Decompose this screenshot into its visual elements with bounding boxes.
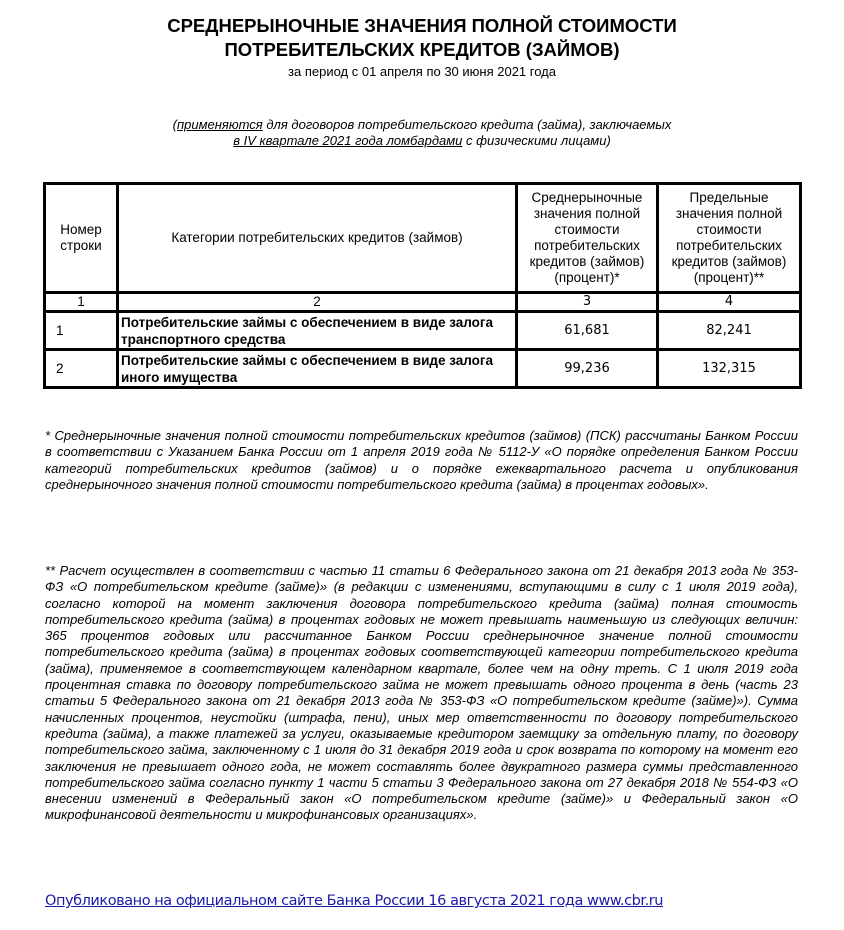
row-number: 2 <box>45 350 118 388</box>
row-average-value: 61,681 <box>517 312 658 350</box>
applied-word: применяются <box>176 117 263 132</box>
footnote-limit-psk: ** Расчет осуществлен в соответствии с частью 11 статьи 6 Федерального закона от 21 декабря 2013 года № 353-ФЗ «О потребительском кредите (займе)» (в редакции с изменениями, вступающими в силу с 1 июля 2019 года), согласно которой на момент заключения договора потребительского кредита (займа) полная стоимость потребительского кредита (займа) в процентах годовых не может превышать наименьшую из следующих величин: 365 процентов годовых или рассчитанное Банком России среднерыночное значение полной стоимости потребительского кредита (займа) в процентах годовых соответствующей категории потребительского кредита (займа), применяемое в соответствующем календарном квартале, более чем на одну треть. С 1 июля 2019 года процентная ставка по договору потребительского займа не может превышать одного процента в день (часть 23 статьи 5 Федерального закона от 21 декабря 2013 года № 353-ФЗ «О потребительском кредите (займе)»). Сумма начисленных процентов, неустойки (штрафа, пени), иных мер ответственности по договору потребительского кредита (займа), а также платежей за услуги, оказываемые кредитором заемщику за отдельную плату, по договору потребительского займа, заключенному с 1 июля до 31 декабря 2019 года и срок возврата по которому на момент его заключения не превышает одного года, не может составлять более двукратного размера суммы представленного потребительского займа согласно пункту 1 части 5 статьи 3 Федерального закона от 27 декабря 2018 № 554-ФЗ «О внесении изменений в Федеральный закон «О потребительском кредите (займе)» и Федеральный закон «О микрофинансовой деятельности и микрофинансовых организациях». <box>45 563 798 823</box>
column-number-row <box>45 293 801 312</box>
open-paren: ( <box>172 117 177 132</box>
document-title-line2: ПОТРЕБИТЕЛЬСКИХ КРЕДИТОВ (ЗАЙМОВ) <box>224 39 620 60</box>
row-average-value: 99,236 <box>517 350 658 388</box>
column-number-3: 3 <box>517 293 658 312</box>
footnote-average-psk: * Среднерыночные значения полной стоимости потребительских кредитов (займов) (ПСК) рассчитаны Банком России в соответствии с Указанием Банка России от 1 апреля 2019 года № 5112-У «О порядке определения Банком России категорий потребительских кредитов (займов) и о порядке ежеквартального расчета и опубликования среднерыночного значения полной стоимости потребительского кредита (займа) в процентах годовых». <box>45 428 798 492</box>
row-limit-value: 82,241 <box>658 312 801 350</box>
applicability-quarter: в IV квартале 2021 года ломбардами <box>233 133 463 148</box>
header-row-number: Номер строки <box>45 184 118 293</box>
header-limit-psk: Предельные значения полной стоимости потребительских кредитов (займов) (процент)** <box>658 184 801 293</box>
row-category: Потребительские займы с обеспечением в виде залога транспортного средства <box>118 312 517 350</box>
header-category: Категории потребительских кредитов (займов) <box>118 184 517 293</box>
table-row <box>45 312 801 350</box>
column-number-1: 1 <box>45 293 118 312</box>
row-number: 1 <box>45 312 118 350</box>
applicability-line2: с физическими лицами) <box>462 133 611 148</box>
row-limit-value: 132,315 <box>658 350 801 388</box>
psk-table <box>43 182 802 389</box>
table-row <box>45 350 801 388</box>
applicability-line1: для договоров потребительского кредита (займа), заключаемых <box>262 117 672 132</box>
row-category: Потребительские займы с обеспечением в виде залога иного имущества <box>118 350 517 388</box>
published-on-cbr-link[interactable]: Опубликовано на официальном сайте Банка России 16 августа 2021 года www.cbr.ru <box>45 893 663 909</box>
header-average-psk: Среднерыночные значения полной стоимости потребительских кредитов (займов) (процент)* <box>517 184 658 293</box>
column-number-4: 4 <box>658 293 801 312</box>
table-header-row <box>45 184 801 293</box>
document-title-line1: СРЕДНЕРЫНОЧНЫЕ ЗНАЧЕНИЯ ПОЛНОЙ СТОИМОСТИ <box>167 15 677 36</box>
reporting-period: за период с 01 апреля по 30 июня 2021 года <box>288 64 556 79</box>
column-number-2: 2 <box>118 293 517 312</box>
applicability-note <box>0 117 844 149</box>
